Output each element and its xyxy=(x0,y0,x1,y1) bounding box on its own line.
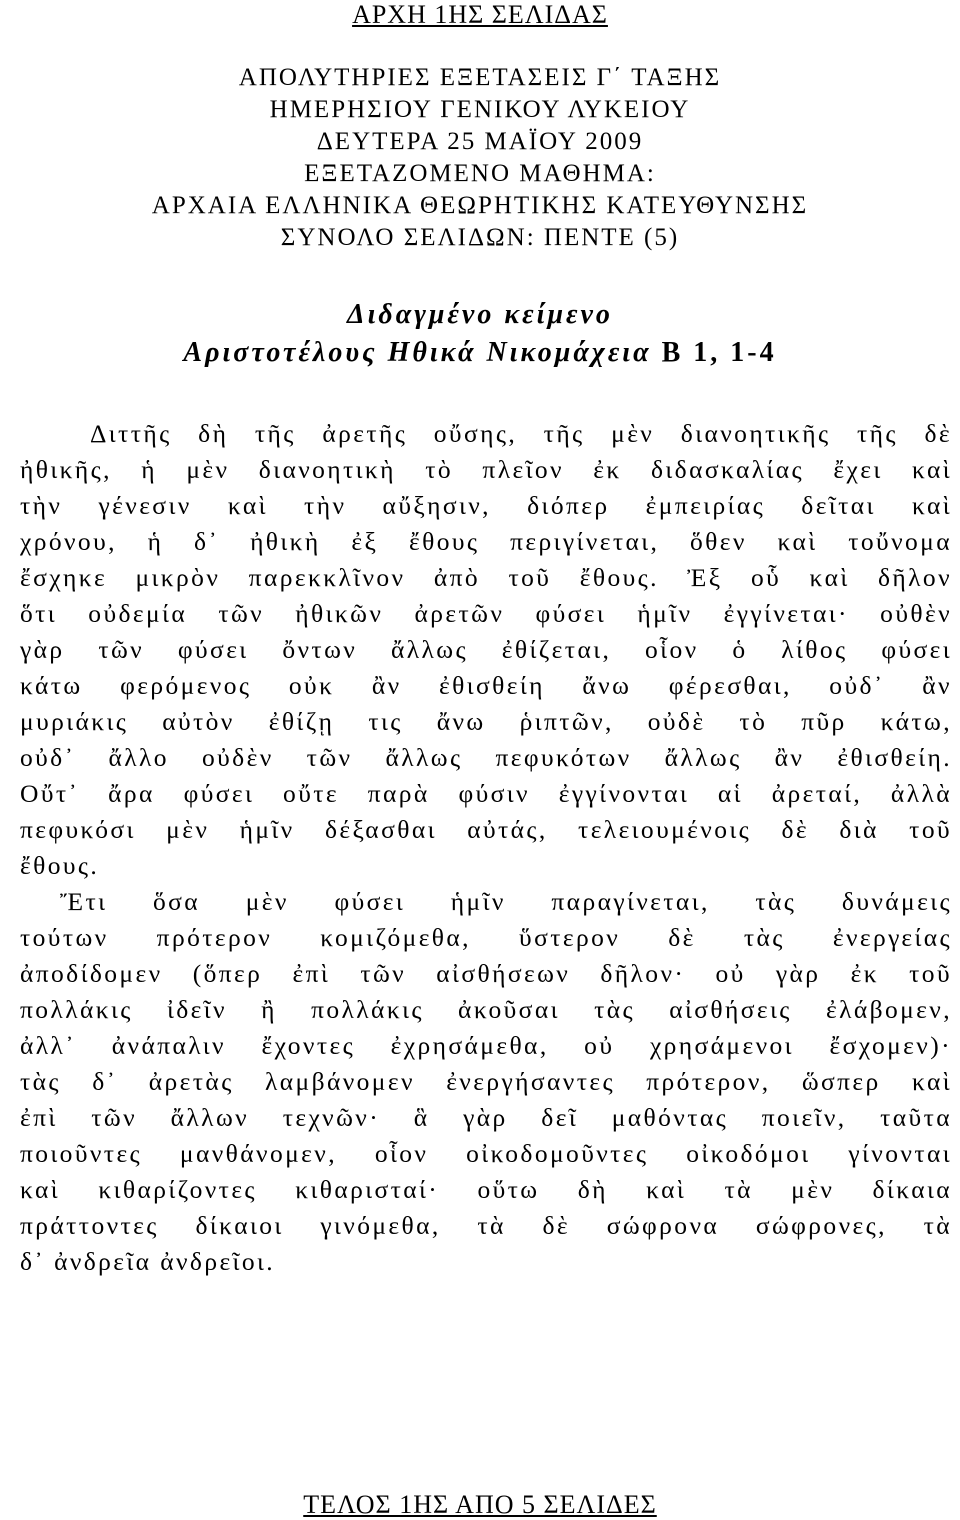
text-line: ἔσχηκε μικρὸν παρεκκλῖνον ἀπὸ τοῦ ἔθους. Ἐξ οὗ καὶ δῆλον xyxy=(20,563,952,592)
text-line: ἀποδίδομεν (ὅπερ ἐπὶ τῶν αἰσθήσεων δῆλον· οὐ γὰρ ἐκ τοῦ xyxy=(20,959,952,988)
text-line: Διττῆς δὴ τῆς ἀρετῆς οὔσης, τῆς μὲν διανοητικῆς τῆς δὲ xyxy=(90,419,952,448)
page-header: ΑΡΧΗ 1ΗΣ ΣΕΛΙΔΑΣ xyxy=(352,0,608,29)
text-line: ἔθους. xyxy=(20,851,100,880)
author-name: Αριστοτέλους xyxy=(183,337,378,368)
text-line: χρόνου, ἡ δ᾽ ἠθικὴ ἐξ ἔθους περιγίνεται, ὅθεν καὶ τοὔνομα xyxy=(20,527,952,556)
exam-heading-line: ΑΠΟΛΥΤΗΡΙΕΣ ΕΞΕΤΑΣΕΙΣ Γ΄ ΤΑΞΗΣ xyxy=(238,64,722,91)
text-line: κάτω φερόμενος οὐκ ἂν ἐθισθείη ἄνω φέρεσθαι, οὐδ᾽ ἂν xyxy=(20,671,952,700)
text-line: ἠθικῆς, ἡ μὲν διανοητικὴ τὸ πλεῖον ἐκ διδασκαλίας ἔχει καὶ xyxy=(20,455,952,484)
text-line: οὐδ᾽ ἄλλο οὐδὲν τῶν ἄλλως πεφυκότων ἄλλως ἂν ἐθισθείη. xyxy=(20,743,952,772)
text-line: μυριάκις αὐτὸν ἐθίζῃ τις ἄνω ῥιπτῶν, οὐδὲ τὸ πῦρ κάτω, xyxy=(20,707,952,736)
text-line: δ᾽ ἀνδρεῖα ἀνδρεῖοι. xyxy=(20,1247,276,1276)
exam-heading-line: ΕΞΕΤΑΖΟΜΕΝΟ ΜΑΘΗΜΑ: xyxy=(304,160,656,187)
text-line: ποιοῦντες μανθάνομεν, οἷον οἰκοδομοῦντες οἰκοδόμοι γίνονται xyxy=(20,1139,952,1168)
text-line: πολλάκις ἰδεῖν ἢ πολλάκις ἀκοῦσαι τὰς αἰσθήσεις ἐλάβομεν, xyxy=(20,995,952,1024)
section-source xyxy=(0,334,960,372)
text-line: ὅτι οὐδεμία τῶν ἠθικῶν ἀρετῶν φύσει ἡμῖν ἐγγίνεται· οὐθὲν xyxy=(20,599,952,628)
text-line: πράττοντες δίκαιοι γινόμεθα, τὰ δὲ σώφρονα σώφρονες, τὰ xyxy=(20,1211,952,1240)
exam-heading-line: ΔΕΥΤΕΡΑ 25 ΜΑΪΟΥ 2009 xyxy=(316,128,644,155)
text-line: πεφυκόσι μὲν ἡμῖν δέξασθαι αὐτάς, τελειουμένοις δὲ διὰ τοῦ xyxy=(20,815,952,844)
exam-heading xyxy=(0,62,960,254)
text-line: τὴν γένεσιν καὶ τὴν αὔξησιν, διόπερ ἐμπειρίας δεῖται καὶ xyxy=(20,491,952,520)
exam-heading-line: ΑΡΧΑΙΑ ΕΛΛΗΝΙΚΑ ΘΕΩΡΗΤΙΚΗΣ ΚΑΤΕΥΘΥΝΣΗΣ xyxy=(151,192,809,219)
text-line: τὰς δ᾽ ἀρετὰς λαμβάνομεν ἐνεργήσαντες πρότερον, ὥσπερ καὶ xyxy=(20,1067,952,1096)
exam-heading-line: ΗΜΕΡΗΣΙΟΥ ΓΕΝΙΚΟΥ ΛΥΚΕΙΟΥ xyxy=(269,96,691,123)
section-title xyxy=(0,296,960,372)
ancient-text xyxy=(20,416,952,1280)
section-heading: Διδαγμένο κείμενο xyxy=(347,299,613,330)
passage-reference: Β 1, 1-4 xyxy=(661,337,777,368)
text-line: γὰρ τῶν φύσει ὄντων ἄλλως ἐθίζεται, οἷον ὁ λίθος φύσει xyxy=(20,635,952,664)
text-line: καὶ κιθαρίζοντες κιθαρισταί· οὕτω δὴ καὶ τὰ μὲν δίκαια xyxy=(20,1175,952,1204)
text-line: Οὔτ᾽ ἄρα φύσει οὔτε παρὰ φύσιν ἐγγίνονται αἱ ἀρεταί, ἀλλὰ xyxy=(20,779,952,808)
text-line: Ἔτι ὅσα μὲν φύσει ἡμῖν παραγίνεται, τὰς δυνάμεις xyxy=(60,887,952,916)
page-footer: ΤΕΛΟΣ 1ΗΣ ΑΠΟ 5 ΣΕΛΙΔΕΣ xyxy=(303,1490,657,1519)
text-line: ἐπὶ τῶν ἄλλων τεχνῶν· ἃ γὰρ δεῖ μαθόντας ποιεῖν, ταῦτα xyxy=(20,1103,952,1132)
exam-heading-line: ΣΥΝΟΛΟ ΣΕΛΙΔΩΝ: ΠΕΝΤΕ (5) xyxy=(280,224,680,251)
text-line: τούτων πρότερον κομιζόμεθα, ὕστερον δὲ τὰς ἐνεργείας xyxy=(20,923,952,952)
text-line: ἀλλ᾽ ἀνάπαλιν ἔχοντες ἐχρησάμεθα, οὐ χρησάμενοι ἔσχομεν)· xyxy=(20,1031,952,1060)
work-title: Ηθικά Νικομάχεια xyxy=(387,337,652,368)
